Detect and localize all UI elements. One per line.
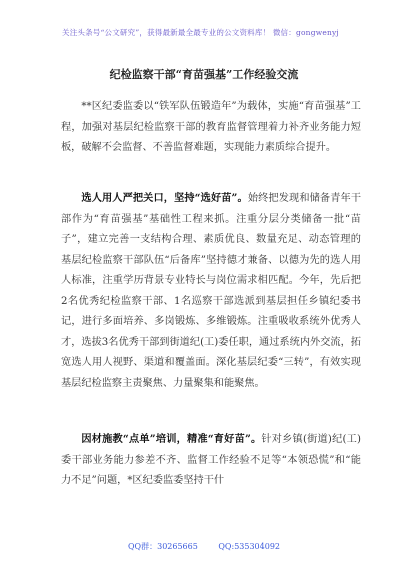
footer-contact: [0, 541, 408, 552]
footer-qq-group: QQ群：30265665: [127, 542, 198, 551]
paragraph-select-talent: [61, 188, 361, 394]
paragraph-training: [61, 429, 361, 492]
paragraph-text: 始终把发现和储备青年干部作为“育苗强基”基础性工程来抓。注重分层分类储备一批“苗子”，建立完善一支结构合理、素质优良、数量充足、动态管理的基层纪检监察干部队伍“后备库”坚持德才兼备、以德为先的选人用人标准，注重学历背景专业特长与岗位需求相匹配。今年，先后把2名优秀纪检监察干部、1名巡察干部选派到基层担任乡镇纪委书记，进行多面培养、多岗锻炼、多维锻炼。注重吸收系统外优秀人才，选拔3名优秀干部到街道纪(工)委任职，通过系统内外交流，拓宽选人用人视野、渠道和覆盖面。深化基层纪委“三转”，有效实现基层纪检监察主责聚焦、力量聚集和能聚焦。: [61, 193, 362, 389]
paragraph-lead: 因材施教“点单”培训，精准“育好苗”。: [81, 433, 262, 445]
header-note: 关注头条号“公文研究”，获得最新最全最专业的公文资料库！ 微信：gongwenyj: [62, 28, 339, 37]
paragraph-lead: 选人用人严把关口，坚持“选好苗”。: [81, 192, 248, 204]
paragraph-text: 针对乡镇(街道)纪(工)委干部业务能力参差不齐、监督工作经验不足等“本领恐慌”和“能力不足”问题，*区纪委监委坚持干什: [61, 434, 361, 486]
paragraph-intro: [61, 96, 361, 159]
paragraph-text: **区纪委监委以“铁军队伍锻造年”为载体，实施“育苗强基”工程，加强对基层纪检监察干部的教育监督管理着力补齐业务能力短板，破解不会监督、不善监督难题，实现能力素质综合提升。: [61, 101, 361, 153]
footer-qq: QQ:535304092: [218, 542, 280, 551]
document-title: 纪检监察干部“育苗强基”工作经验交流: [109, 68, 299, 81]
